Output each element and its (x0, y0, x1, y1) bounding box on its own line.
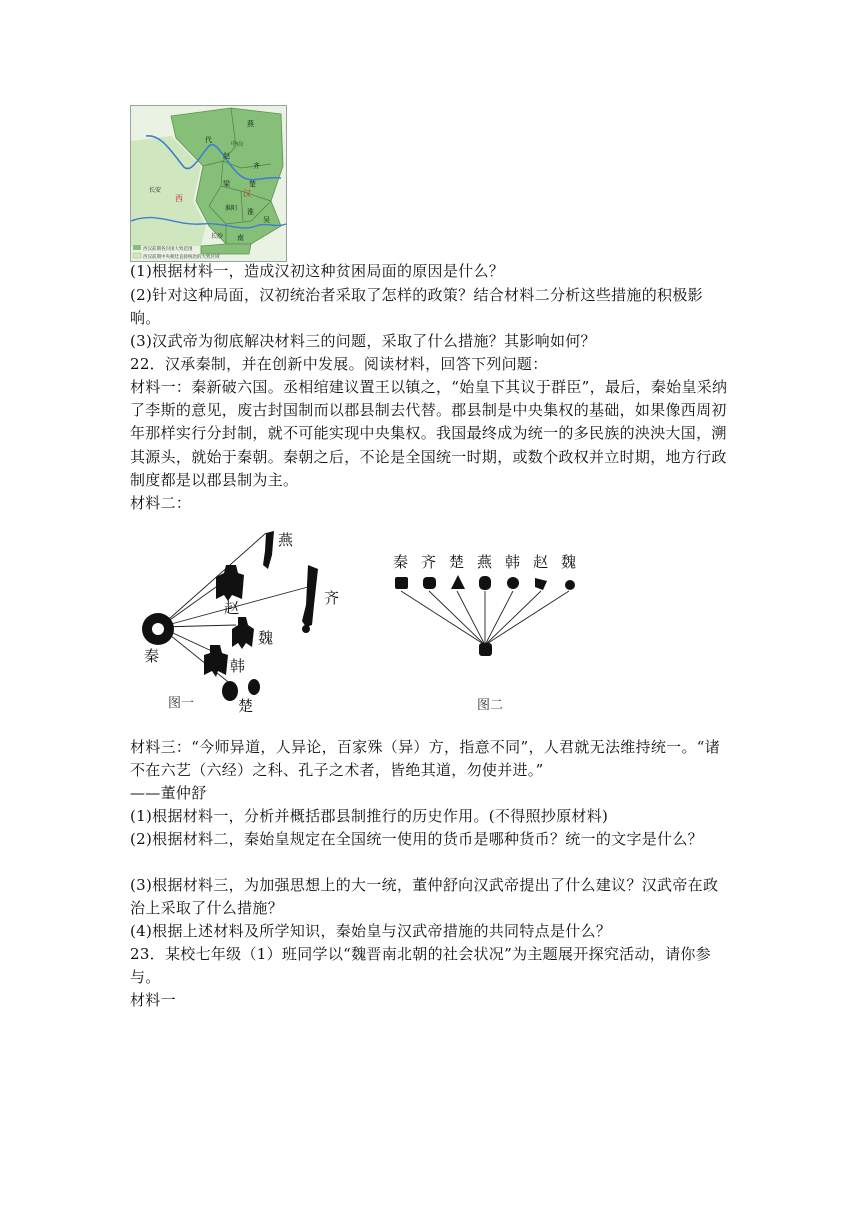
figure-2-script (385, 545, 595, 715)
figure-1-caption: 图一 (168, 696, 195, 711)
fig2-state-yan: 燕 (477, 553, 493, 571)
label-chu: 楚 (249, 180, 256, 188)
fig1-label-qi: 齐 (324, 589, 340, 607)
map-graphic (131, 106, 286, 261)
unified-glyph (479, 643, 492, 656)
label-huai: 淮 (247, 208, 254, 216)
figure-1-conquest (138, 525, 358, 715)
fig1-label-han: 韩 (230, 657, 246, 675)
label-changan: 长安 (149, 187, 162, 194)
figure-2-caption: 图二 (477, 698, 504, 713)
fig2-state-qi: 齐 (421, 553, 437, 571)
legend-central: 西汉前期中央朝廷直接统治的大致区域 (143, 255, 220, 260)
zhao-spade-coin (216, 565, 244, 601)
qin-coin-hole (152, 623, 164, 635)
yan-knife-coin (263, 531, 274, 569)
western-han-map (130, 105, 287, 262)
label-xi: 西 (175, 194, 183, 203)
chu-coin-2 (248, 679, 260, 695)
q22-material-3: 材料三：“今师异道，人异论，百家殊（异）方，指意不同”，人君就无法维持统一。“诸不在六艺（六经）之科、孔子之术者，皆绝其道，勿使并进。” (130, 738, 721, 780)
qi-knife-ring (302, 625, 310, 633)
fig2-state-wei: 魏 (561, 553, 577, 571)
q22-material-3-source: ——董仲舒 (130, 784, 207, 802)
label-zhongshan: 中山 (231, 141, 244, 148)
fig2-state-han: 韩 (505, 553, 521, 571)
q22-question-3: (3)根据材料三，为加强思想上的大一统，董仲舒向汉武帝提出了什么建议？汉武帝在政治上采取了什么措施？ (130, 876, 719, 918)
q22-title: 22．汉承秦制，并在创新中发展。阅读材料，回答下列问题： (130, 355, 548, 373)
q21-question-2: (2)针对这种局面，汉初统治者采取了怎样的政策？结合材料二分析这些措施的积极影响。 (130, 286, 703, 328)
fig2-state-qin: 秦 (393, 553, 409, 571)
han-spade-coin (204, 645, 228, 677)
label-liang: 梁 (223, 180, 230, 188)
label-zhao: 赵 (223, 152, 230, 160)
label-dai: 代 (205, 136, 212, 144)
ancient-glyphs (395, 575, 575, 590)
label-yan: 燕 (247, 120, 254, 128)
q22-material-1: 材料一：秦新破六国。丞相绾建议置王以镇之，“始皇下其议于群臣”，最后，秦始皇采纳了李斯的意见，废古封国制而以郡县制去代替。郡县制是中央集权的基础，如果像西周初年那样实行分封制，就不可能实现中央集权。我国最终成为统一的多民族的泱泱大国，溯其源头，就始于秦朝。秦朝之后，不论是全国统一时期，或数个政权并立时期，地方行政制度都是以郡县制为主。 (130, 378, 728, 489)
fig2-state-names (393, 553, 576, 571)
label-han: 汉 (243, 189, 251, 198)
label-changsha: 长沙 (211, 233, 224, 240)
script-lines (401, 591, 569, 645)
fig1-label-qin: 秦 (144, 647, 160, 665)
fig2-state-zhao: 赵 (533, 553, 549, 571)
q21-question-1: (1)根据材料一，造成汉初这种贫困局面的原因是什么？ (130, 262, 505, 280)
fig1-label-zhao: 赵 (224, 599, 240, 617)
fig1-label-yan: 燕 (278, 531, 294, 549)
label-qi: 齐 (253, 162, 260, 170)
label-nan: 南 (237, 234, 244, 242)
q22-material-2-label: 材料二： (130, 494, 192, 512)
wei-spade-coin (232, 617, 254, 649)
q22-question-4: (4)根据上述材料及所学知识，秦始皇与汉武帝措施的共同特点是什么？ (130, 922, 612, 940)
q23-material-1-label: 材料一 (130, 991, 176, 1009)
fig2-state-chu: 楚 (449, 553, 465, 571)
q22-question-2: (2)根据材料二，秦始皇规定在全国统一使用的货币是哪种货币？统一的文字是什么？ (130, 830, 703, 848)
qi-knife-coin (302, 565, 318, 627)
q22-question-1: (1)根据材料一，分析并概括郡县制推行的历史作用。(不得照抄原材料) (130, 807, 609, 825)
chu-coin-1 (222, 681, 238, 701)
q23-title: 23．某校七年级（1）班同学以“魏晋南北朝的社会状况”为主题展开探究活动，请你参与。 (130, 945, 711, 987)
fig1-label-chu: 楚 (238, 697, 254, 715)
label-huaiyang: 淮阳 (225, 205, 238, 212)
legend-swatch-fief (133, 245, 141, 250)
legend-fief: 西汉前期各封国大致范围 (143, 247, 193, 252)
fig1-label-wei: 魏 (258, 629, 274, 647)
fief-region-south (201, 244, 251, 254)
label-wu: 吴 (263, 216, 270, 224)
q21-question-3: (3)汉武帝为彻底解决材料三的问题，采取了什么措施？其影响如何？ (130, 332, 596, 350)
legend-swatch-central (133, 253, 141, 258)
